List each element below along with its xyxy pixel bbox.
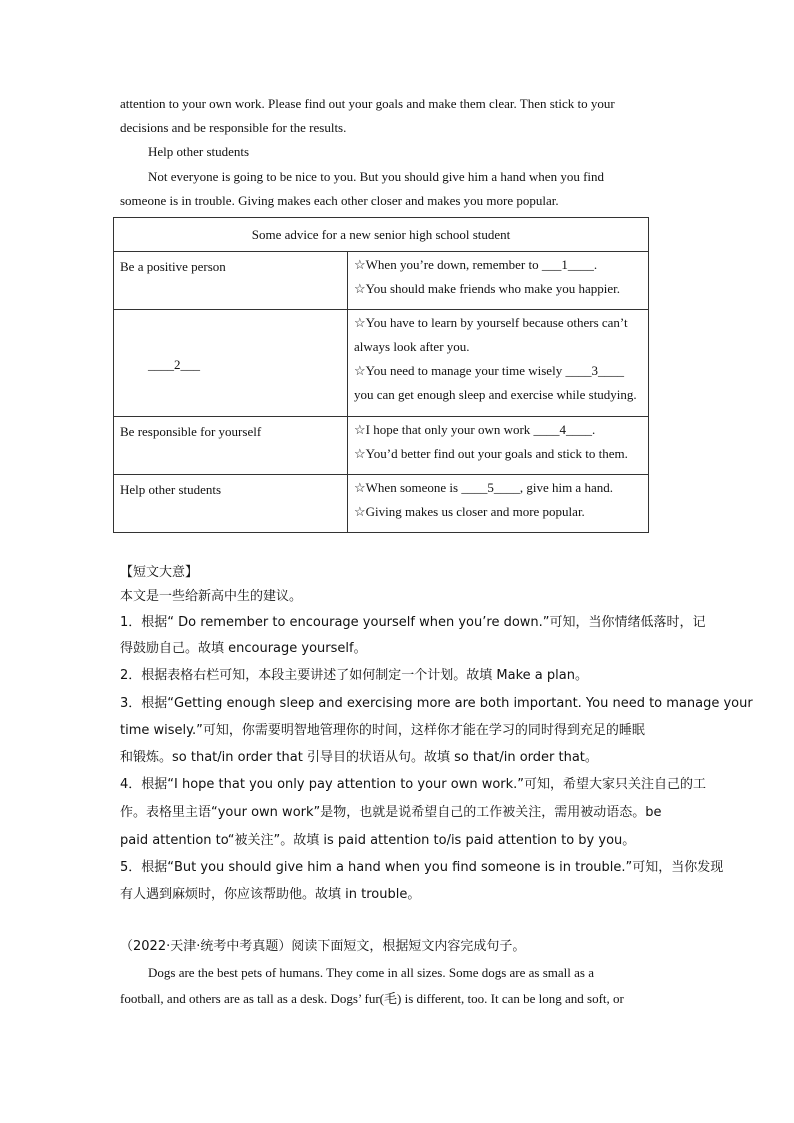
cell-line: you can get enough sleep and exercise while studying. — [354, 387, 637, 402]
analysis-line: time wisely.”可知，你需要明智地管理你的时间，这样你才能在学习的同时得到充足的睡眠 — [120, 723, 645, 738]
cell-line: ☆When you’re down, remember to ___1____. — [354, 257, 598, 272]
cell-line: ☆You should make friends who make you happier. — [354, 281, 620, 296]
cell-line: ☆Giving makes us closer and more popular. — [354, 504, 585, 519]
table-row — [114, 252, 649, 310]
analysis-line: 有人遇到麻烦时，你应该帮助他。故填 in trouble。 — [120, 887, 421, 902]
analysis-line: 作。表格里主语“your own work”是物，也就是说希望自己的工作被关注，需用被动语态。be — [120, 805, 662, 820]
passage-line: Dogs are the best pets of humans. They come in all sizes. Some dogs are as small as a — [148, 965, 594, 980]
analysis-line: 和锻炼。so that/in order that 引导目的状语从句。故填 so that/in order that。 — [120, 750, 598, 765]
table-cell-right — [348, 310, 649, 417]
table-row — [114, 417, 649, 475]
analysis-line: 1．根据“ Do remember to encourage yourself when you’re down.”可知，当你情绪低落时，记 — [120, 615, 706, 630]
text-line: decisions and be responsible for the results. — [120, 120, 347, 135]
table-cell-left: Help other students — [114, 475, 348, 533]
analysis-line: 5．根据“But you should give him a hand when you find someone is in trouble.”可知，当你发现 — [120, 860, 724, 875]
analysis-line: paid attention to“被关注”。故填 is paid attention to/is paid attention to by you。 — [120, 833, 636, 848]
text-line: attention to your own work. Please find out your goals and make them clear. Then stick to your — [120, 96, 615, 111]
question-source: （2022·天津·统考中考真题）阅读下面短文，根据短文内容完成句子。 — [120, 939, 526, 954]
analysis-line: 2．根据表格右栏可知，本段主要讲述了如何制定一个计划。故填 Make a plan。 — [120, 668, 588, 683]
text-line: Not everyone is going to be nice to you. But you should give him a hand when you find — [148, 169, 605, 184]
analysis-line: 3．根据“Getting enough sleep and exercising more are both important. You need to manage your — [120, 696, 753, 711]
table-row — [114, 310, 649, 417]
table-cell-right — [348, 252, 649, 310]
passage-line: football, and others are as tall as a desk. Dogs’ fur(毛) is different, too. It can be long and soft, or — [120, 991, 624, 1006]
cell-line: always look after you. — [354, 339, 470, 354]
table-title: Some advice for a new senior high school student — [114, 218, 649, 252]
section-heading: Help other students — [148, 144, 250, 159]
analysis-line: 4．根据“I hope that you only pay attention to your own work.”可知，希望大家只关注自己的工 — [120, 777, 707, 792]
cell-line: ☆You’d better find out your goals and stick to them. — [354, 446, 628, 461]
analysis-heading: 【短文大意】 — [120, 565, 199, 580]
cell-line: ☆When someone is ____5____, give him a hand. — [354, 480, 613, 495]
analysis-line: 得鼓励自己。故填 encourage yourself。 — [120, 641, 367, 656]
table-cell-right — [348, 475, 649, 533]
table-cell-left: ____2___ — [114, 310, 348, 417]
cell-line: ☆I hope that only your own work ____4____. — [354, 422, 596, 437]
table-row — [114, 475, 649, 533]
text-line: someone is in trouble. Giving makes each other closer and makes you more popular. — [120, 193, 559, 208]
cell-line: ☆You need to manage your time wisely ____3____ — [354, 363, 624, 378]
table-cell-left: Be a positive person — [114, 252, 348, 310]
analysis-line: 本文是一些给新高中生的建议。 — [120, 589, 303, 604]
advice-table — [113, 217, 649, 533]
table-cell-left: Be responsible for yourself — [114, 417, 348, 475]
cell-line: ☆You have to learn by yourself because others can’t — [354, 315, 628, 330]
table-cell-right — [348, 417, 649, 475]
